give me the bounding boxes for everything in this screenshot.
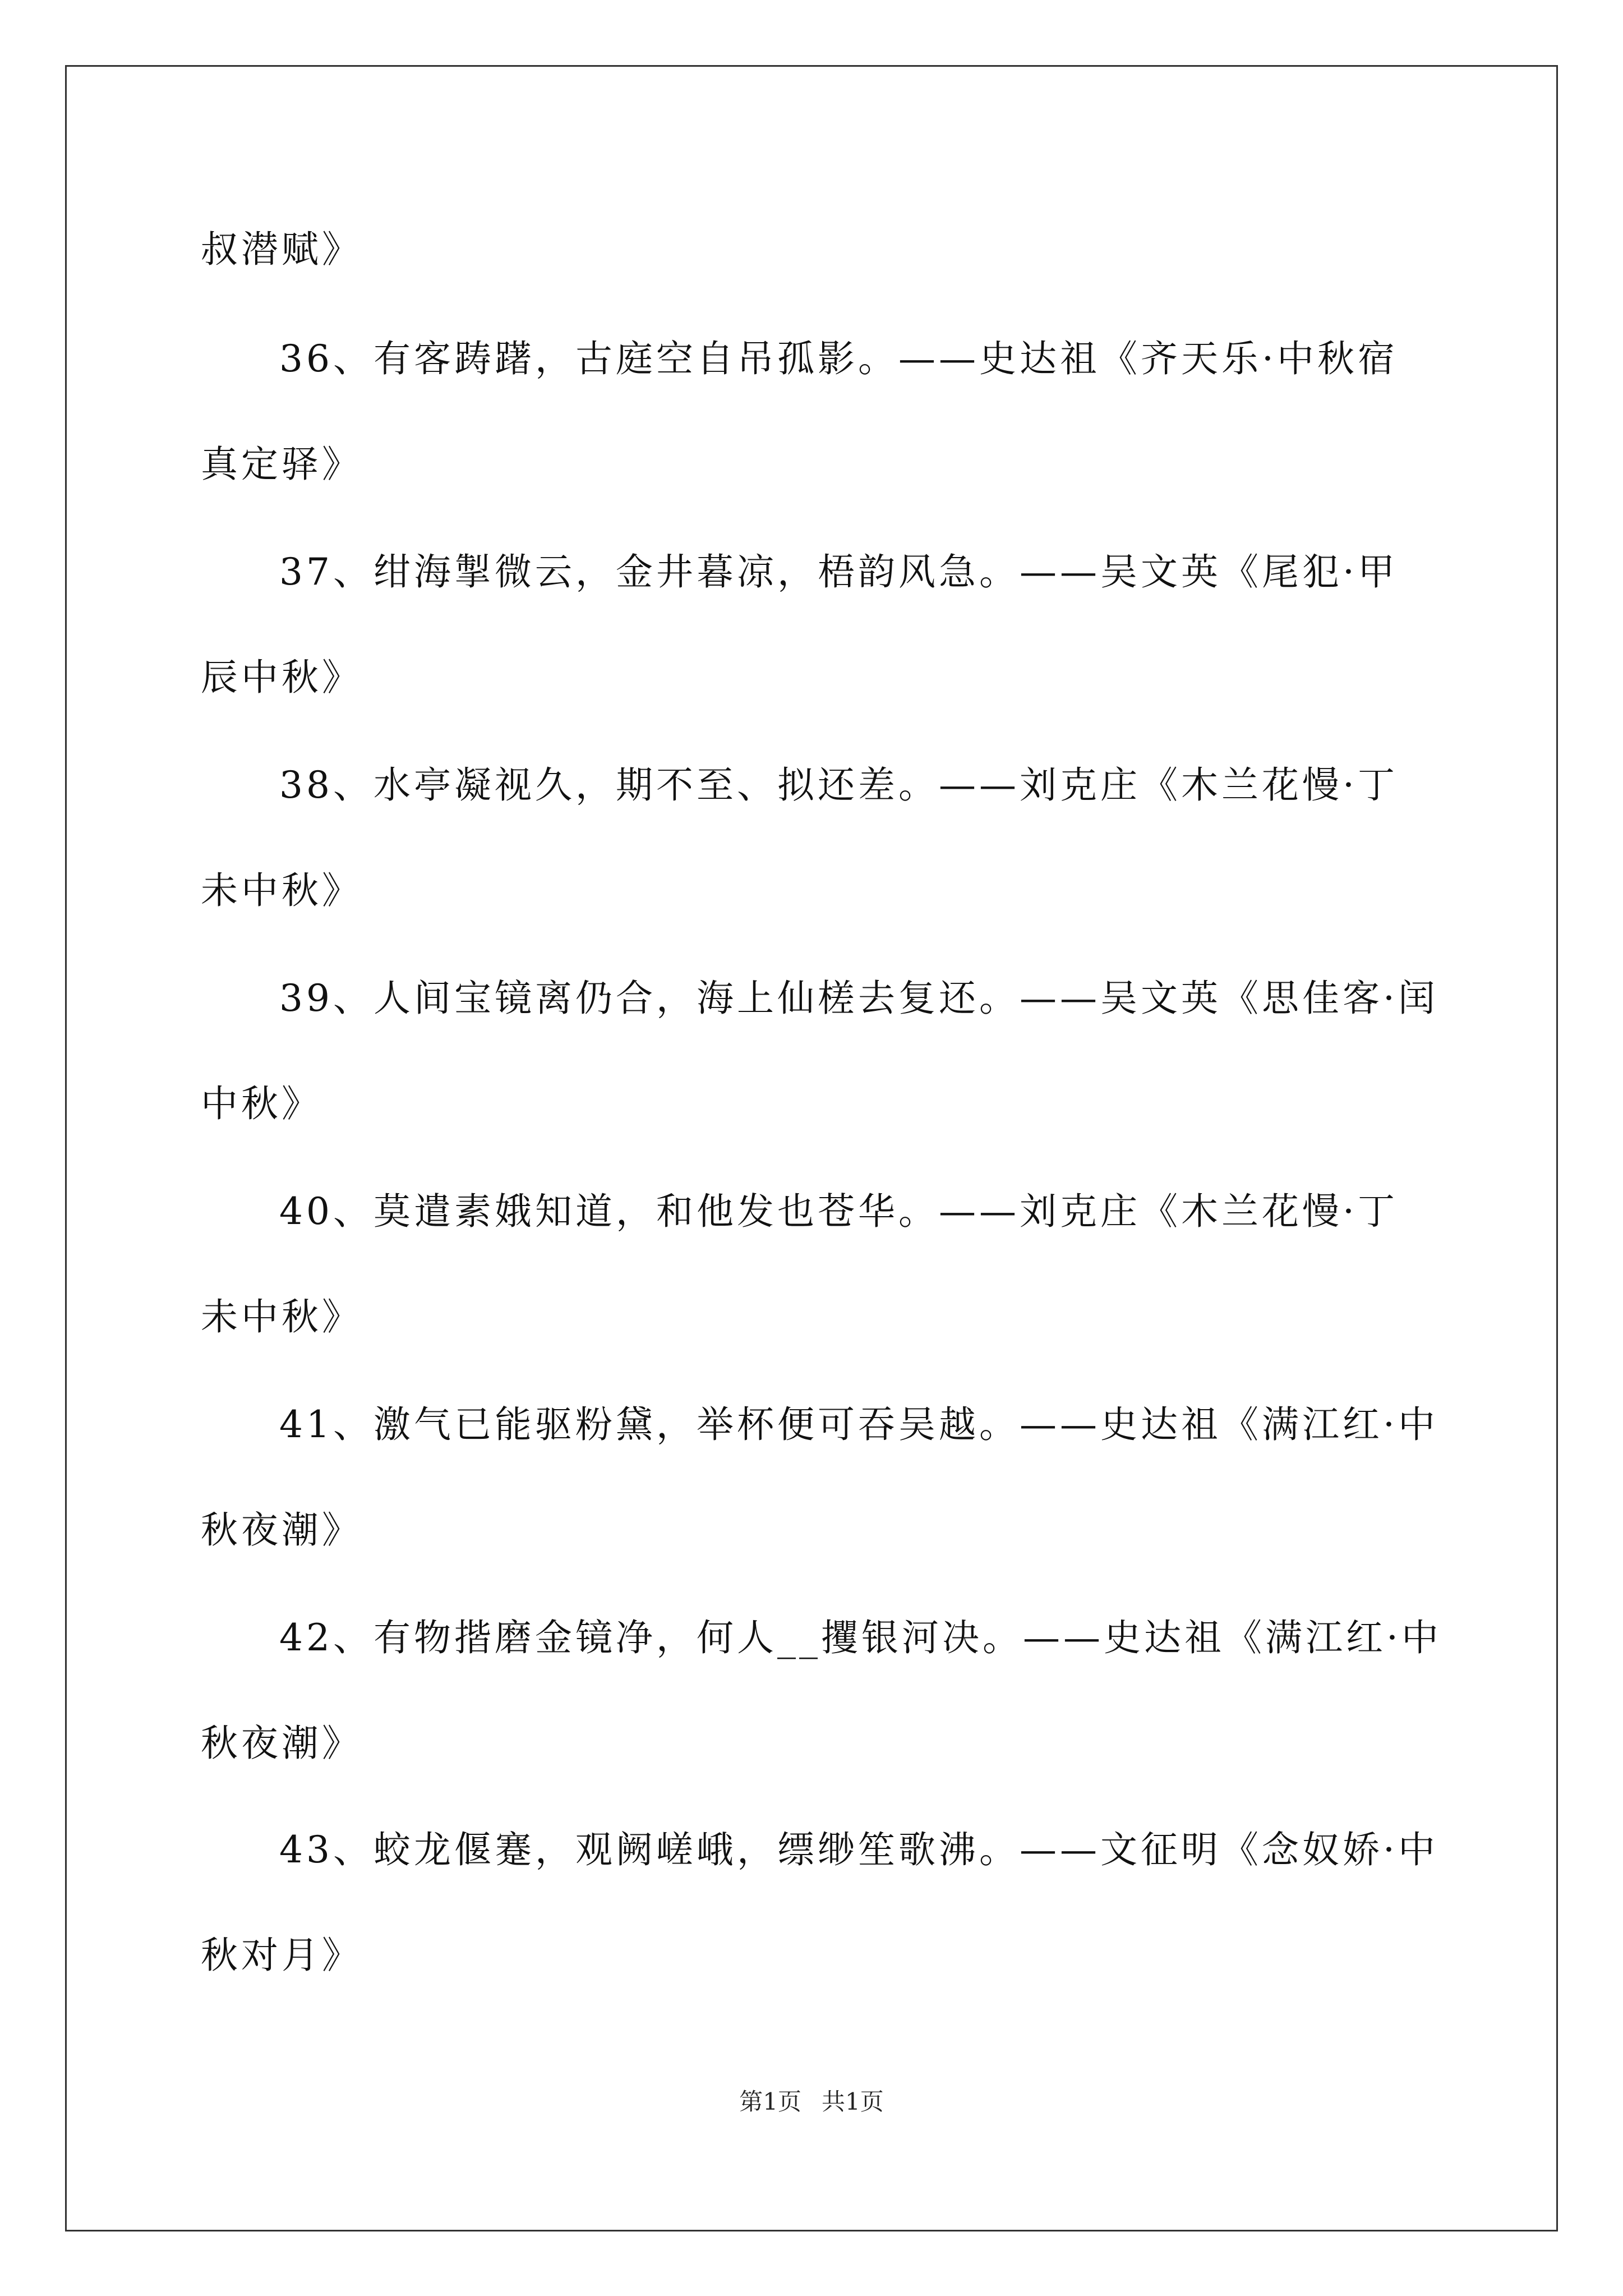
text-line: 未中秋》: [201, 1295, 362, 1338]
text-line: 秋夜潮》: [201, 1508, 362, 1552]
text-line: 中秋》: [201, 1082, 322, 1125]
text-line: 叔潜赋》: [201, 228, 362, 271]
page-total: 共1页: [822, 2088, 884, 2115]
text-line: 秋对月》: [201, 1934, 362, 1977]
quote-line: 41、激气已能驱粉黛，举杯便可吞吴越。——史达祖《满江红·中: [279, 1403, 1438, 1446]
quote-line: 37、绀海掣微云，金井暮凉，梧韵风急。——吴文英《尾犯·甲: [279, 550, 1398, 593]
quote-line: 40、莫遣素娥知道，和他发也苍华。——刘克庄《木兰花慢·丁: [279, 1190, 1398, 1233]
quote-line: 43、蛟龙偃蹇，观阙嵯峨，缥缈笙歌沸。——文征明《念奴娇·中: [279, 1828, 1438, 1871]
quote-line: 42、有物揩磨金镜净，何人__攫银河决。——史达祖《满江红·中: [279, 1616, 1442, 1659]
page-number: 第1页: [739, 2088, 801, 2115]
quote-line: 36、有客踌躇，古庭空自吊孤影。——史达祖《齐天乐·中秋宿: [279, 337, 1398, 380]
quote-line: 39、人间宝镜离仍合，海上仙槎去复还。——吴文英《思佳客·闰: [279, 977, 1438, 1020]
quote-line: 38、水亭凝视久，期不至、拟还差。——刘克庄《木兰花慢·丁: [279, 763, 1398, 807]
text-line: 秋夜潮》: [201, 1722, 362, 1765]
page-footer: [0, 2088, 1623, 2116]
text-line: 未中秋》: [201, 869, 362, 912]
page-border: [65, 65, 1558, 2231]
text-line: 真定驿》: [201, 443, 362, 486]
text-line: 辰中秋》: [201, 656, 362, 699]
